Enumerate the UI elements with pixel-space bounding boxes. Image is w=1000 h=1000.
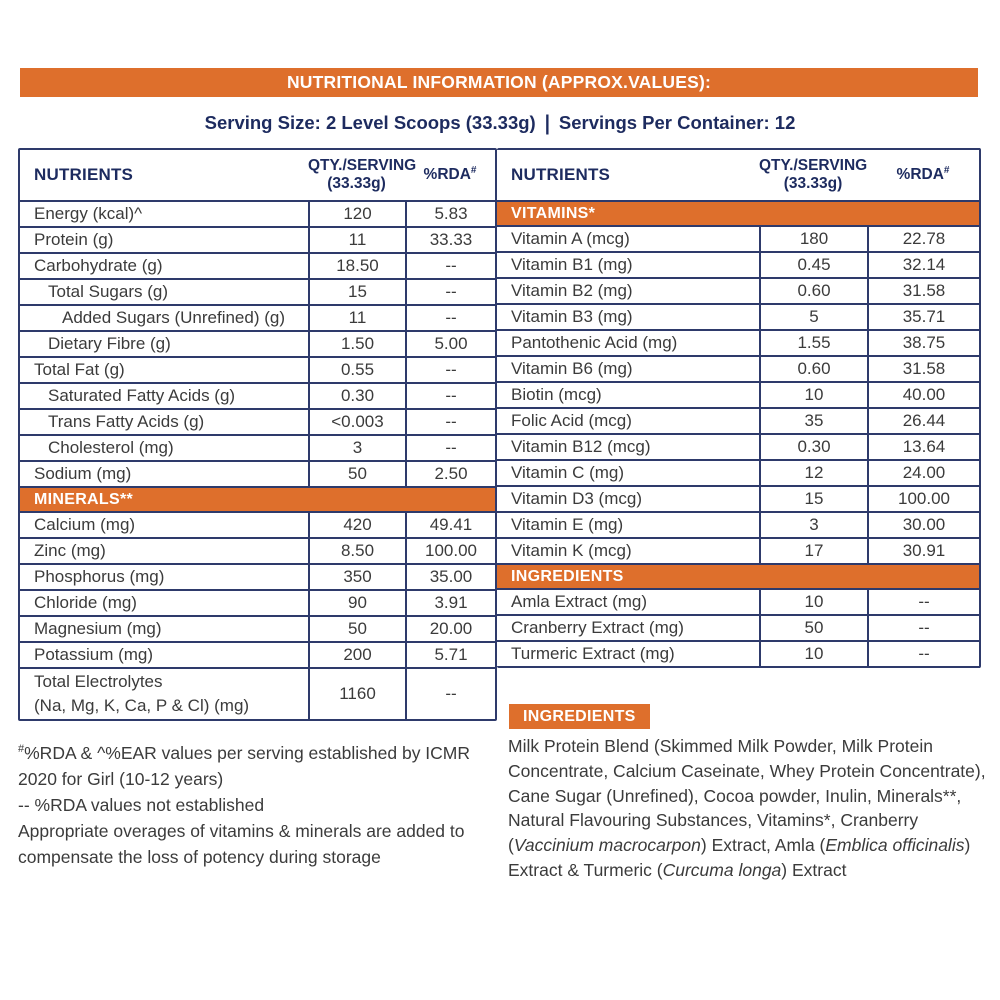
rda-cell: 30.00 xyxy=(867,513,979,537)
rda-cell: 35.00 xyxy=(405,565,495,589)
header-nutrients: NUTRIENTS xyxy=(34,165,134,184)
qty-cell: 420 xyxy=(308,513,405,537)
nutrient-name-cell xyxy=(497,616,759,640)
table-row xyxy=(497,433,979,459)
qty-cell: 11 xyxy=(308,306,405,330)
table-row xyxy=(20,615,495,641)
qty-cell: 11 xyxy=(308,228,405,252)
ingredients-text: ) Extract, Amla ( xyxy=(700,835,826,856)
header-qty-line2: (33.33g) xyxy=(783,175,843,192)
nutrient-name: Trans Fatty Acids (g) xyxy=(48,412,205,431)
nutrient-name-cell xyxy=(20,410,308,434)
rda-cell: 100.00 xyxy=(867,487,979,511)
table-row xyxy=(497,537,979,563)
right-nutrients-table xyxy=(497,148,981,668)
nutrient-name-cell xyxy=(497,435,759,459)
qty-cell: 3 xyxy=(759,513,867,537)
footnote-rda-ear xyxy=(18,740,486,792)
ingredients-paragraph xyxy=(508,734,989,883)
nutrient-name: Turmeric Extract (mg) xyxy=(511,644,675,663)
left-nutrients-table xyxy=(18,148,497,721)
nutrient-name-cell xyxy=(20,358,308,382)
table-row xyxy=(20,304,495,330)
nutrient-name-cell xyxy=(20,539,308,563)
qty-cell: 8.50 xyxy=(308,539,405,563)
nutrient-name-cell xyxy=(497,253,759,277)
rda-cell: 40.00 xyxy=(867,383,979,407)
botanical-name: Vaccinium macrocarpon xyxy=(513,835,701,856)
table-row xyxy=(497,511,979,537)
nutrient-name: Zinc (mg) xyxy=(34,541,106,560)
servings-per-container-text: Servings Per Container: 12 xyxy=(558,112,796,133)
nutrient-name-cell xyxy=(497,279,759,303)
footnotes xyxy=(18,740,486,870)
qty-cell: 350 xyxy=(308,565,405,589)
section-banner-label: MINERALS** xyxy=(34,490,134,508)
table-row xyxy=(20,382,495,408)
table-row xyxy=(497,329,979,355)
table-row xyxy=(20,408,495,434)
qty-cell: 18.50 xyxy=(308,254,405,278)
nutrient-name-cell xyxy=(497,461,759,485)
qty-cell: 50 xyxy=(308,462,405,486)
rda-cell: 5.00 xyxy=(405,332,495,356)
nutrient-name-cell xyxy=(20,254,308,278)
footnote-sup-hash: # xyxy=(18,743,25,756)
nutrient-name-cell xyxy=(497,513,759,537)
footnote-rda-ear-text: %RDA & ^%EAR values per serving established by ICMR 2020 for Girl (10-12 years) xyxy=(18,743,471,789)
qty-cell: 5 xyxy=(759,305,867,329)
nutrient-name: Vitamin C (mg) xyxy=(511,463,625,482)
qty-cell: 0.30 xyxy=(308,384,405,408)
nutrient-name-cell xyxy=(20,513,308,537)
left-table-header xyxy=(20,150,495,200)
nutrient-name: Potassium (mg) xyxy=(34,645,154,664)
nutrient-name-cell xyxy=(20,591,308,615)
header-rda-label: %RDA xyxy=(896,166,944,183)
qty-cell: 12 xyxy=(759,461,867,485)
table-row xyxy=(20,330,495,356)
qty-cell: 0.30 xyxy=(759,435,867,459)
nutrient-name: Biotin (mcg) xyxy=(511,385,602,404)
qty-cell: 1.55 xyxy=(759,331,867,355)
nutrient-name-cell xyxy=(497,539,759,563)
qty-cell: 35 xyxy=(759,409,867,433)
rda-cell: 38.75 xyxy=(867,331,979,355)
rda-cell: -- xyxy=(405,436,495,460)
rda-cell: 13.64 xyxy=(867,435,979,459)
section-banner-label: VITAMINS* xyxy=(511,204,596,222)
table-row xyxy=(497,640,979,666)
header-qty-line1: QTY./SERVING xyxy=(759,157,868,175)
nutrient-name: Vitamin E (mg) xyxy=(511,515,624,534)
nutrient-name-cell xyxy=(20,669,308,719)
nutrient-name: Sodium (mg) xyxy=(34,464,132,483)
qty-cell: 50 xyxy=(308,617,405,641)
table-row xyxy=(497,225,979,251)
rda-cell: -- xyxy=(867,590,979,614)
qty-cell: 180 xyxy=(759,227,867,251)
serving-info xyxy=(0,112,1000,134)
table-row xyxy=(20,434,495,460)
rda-cell: -- xyxy=(405,358,495,382)
qty-cell: 90 xyxy=(308,591,405,615)
table-row xyxy=(497,485,979,511)
footnote-overages: Appropriate overages of vitamins & minerals are added to compensate the loss of potency during storage xyxy=(18,821,465,867)
rda-cell: 5.83 xyxy=(405,202,495,226)
nutrient-name: Carbohydrate (g) xyxy=(34,256,163,275)
table-row xyxy=(20,356,495,382)
rda-cell: -- xyxy=(405,669,495,719)
qty-cell: 0.60 xyxy=(759,279,867,303)
nutrient-name: Vitamin B3 (mg) xyxy=(511,307,633,326)
qty-cell: 120 xyxy=(308,202,405,226)
rda-cell: 33.33 xyxy=(405,228,495,252)
right-table-rows xyxy=(497,200,979,666)
qty-cell: 3 xyxy=(308,436,405,460)
nutrient-name-cell xyxy=(497,305,759,329)
table-row xyxy=(20,278,495,304)
section-banner xyxy=(20,486,495,511)
ingredients-text: ) Extract xyxy=(781,859,847,880)
rda-cell: 31.58 xyxy=(867,279,979,303)
botanical-name: Curcuma longa xyxy=(662,859,782,880)
nutrient-name: Vitamin D3 (mcg) xyxy=(511,489,642,508)
ingredients-badge xyxy=(509,704,650,729)
rda-cell: -- xyxy=(405,306,495,330)
rda-cell: 26.44 xyxy=(867,409,979,433)
qty-cell: 1.50 xyxy=(308,332,405,356)
nutrient-name: Dietary Fibre (g) xyxy=(48,334,171,353)
nutrient-name: Protein (g) xyxy=(34,230,114,249)
qty-cell: 10 xyxy=(759,642,867,666)
nutrient-name-cell xyxy=(20,332,308,356)
table-row xyxy=(497,355,979,381)
nutrient-name: Amla Extract (mg) xyxy=(511,592,648,611)
qty-cell: 50 xyxy=(759,616,867,640)
qty-cell: 10 xyxy=(759,383,867,407)
ingredients-text: Milk Protein Blend (Skimmed Milk Powder, Milk Protein Concentrate, Calcium Caseinate, Whey Protein Concentrate), Cane Sugar (Unrefined), Cocoa powder, Inulin, Minerals**, Natural Flavouring Substances, Vitamins*, Cranberry ( xyxy=(508,736,986,856)
rda-cell: 32.14 xyxy=(867,253,979,277)
header-nutrients: NUTRIENTS xyxy=(511,165,611,184)
qty-cell: 200 xyxy=(308,643,405,667)
header-qty-line1: QTY./SERVING xyxy=(308,157,417,175)
header-qty-line2: (33.33g) xyxy=(327,175,386,192)
table-row xyxy=(20,252,495,278)
rda-cell: 3.91 xyxy=(405,591,495,615)
rda-cell: 24.00 xyxy=(867,461,979,485)
nutrient-name: Added Sugars (Unrefined) (g) xyxy=(62,308,286,327)
nutrient-name-cell xyxy=(20,462,308,486)
header-rda-sup: # xyxy=(470,164,477,176)
page-title: NUTRITIONAL INFORMATION (APPROX.VALUES): xyxy=(286,72,712,92)
nutrient-name: Total Fat (g) xyxy=(34,360,125,379)
header-rda-sup: # xyxy=(943,164,950,176)
nutrient-name: Phosphorus (mg) xyxy=(34,567,165,586)
section-banner-label: INGREDIENTS xyxy=(511,567,624,585)
qty-cell: 1160 xyxy=(308,669,405,719)
header-rda xyxy=(405,166,495,184)
header-rda-label: %RDA xyxy=(423,166,471,183)
qty-cell: <0.003 xyxy=(308,410,405,434)
nutrient-name: Folic Acid (mcg) xyxy=(511,411,632,430)
nutrient-name: Vitamin K (mcg) xyxy=(511,541,632,560)
footnote-rda-not-established: -- %RDA values not established xyxy=(18,795,265,815)
table-row xyxy=(497,614,979,640)
nutrient-name-cell xyxy=(497,409,759,433)
rda-cell: 31.58 xyxy=(867,357,979,381)
ingredients-text: ) Extract & Turmeric ( xyxy=(508,835,971,880)
left-table-rows xyxy=(20,200,495,719)
rda-cell: -- xyxy=(405,384,495,408)
table-row xyxy=(20,667,495,719)
nutrient-name: Vitamin B2 (mg) xyxy=(511,281,633,300)
nutrient-name: Cranberry Extract (mg) xyxy=(511,618,684,637)
rda-cell: 22.78 xyxy=(867,227,979,251)
table-row xyxy=(497,381,979,407)
nutrient-name: Pantothenic Acid (mg) xyxy=(511,333,678,352)
table-row xyxy=(20,200,495,226)
ingredients-badge-label: INGREDIENTS xyxy=(523,707,636,725)
table-row xyxy=(497,251,979,277)
nutrient-name-cell xyxy=(20,384,308,408)
nutrient-name: Cholesterol (mg) xyxy=(48,438,174,457)
nutrient-name-cell xyxy=(20,617,308,641)
table-row xyxy=(497,407,979,433)
rda-cell: -- xyxy=(405,280,495,304)
section-banner xyxy=(497,200,979,225)
rda-cell: 49.41 xyxy=(405,513,495,537)
nutrient-name: Vitamin B6 (mg) xyxy=(511,359,633,378)
botanical-name: Emblica officinalis xyxy=(825,835,965,856)
rda-cell: 35.71 xyxy=(867,305,979,329)
rda-cell: 20.00 xyxy=(405,617,495,641)
rda-cell: -- xyxy=(405,410,495,434)
table-row xyxy=(497,277,979,303)
header-rda xyxy=(867,166,979,184)
qty-cell: 0.60 xyxy=(759,357,867,381)
nutrient-name: Magnesium (mg) xyxy=(34,619,162,638)
right-table-header xyxy=(497,150,979,200)
rda-cell: 100.00 xyxy=(405,539,495,563)
table-row xyxy=(20,641,495,667)
table-row xyxy=(20,563,495,589)
nutrient-name-cell xyxy=(497,590,759,614)
qty-cell: 0.45 xyxy=(759,253,867,277)
table-row xyxy=(20,511,495,537)
nutrition-tables xyxy=(18,148,981,721)
separator-bar: | xyxy=(544,110,550,135)
nutrient-name: Vitamin B12 (mcg) xyxy=(511,437,651,456)
nutrient-name: Vitamin A (mcg) xyxy=(511,229,630,248)
nutrient-name-cell xyxy=(20,280,308,304)
table-row xyxy=(497,303,979,329)
nutrient-name: Calcium (mg) xyxy=(34,515,136,534)
nutrient-name: Vitamin B1 (mg) xyxy=(511,255,633,274)
header-qty-serving xyxy=(308,157,417,193)
nutrient-name: Total Sugars (g) xyxy=(48,282,168,301)
nutrient-name: Energy (kcal)^ xyxy=(34,204,143,223)
rda-cell: 5.71 xyxy=(405,643,495,667)
nutrient-name-cell xyxy=(20,565,308,589)
rda-cell: -- xyxy=(405,254,495,278)
nutrient-name-cell xyxy=(497,357,759,381)
nutrient-name-cell xyxy=(20,643,308,667)
table-row xyxy=(497,588,979,614)
nutrient-name: Chloride (mg) xyxy=(34,593,137,612)
table-row xyxy=(20,537,495,563)
nutrient-name-line2: (Na, Mg, K, Ca, P & Cl) (mg) xyxy=(34,696,250,715)
qty-cell: 15 xyxy=(308,280,405,304)
nutrient-name-cell xyxy=(20,228,308,252)
table-row xyxy=(20,460,495,486)
qty-cell: 10 xyxy=(759,590,867,614)
nutrient-name-cell xyxy=(497,227,759,251)
table-row xyxy=(20,226,495,252)
header-qty-serving xyxy=(759,157,867,193)
section-banner xyxy=(497,563,979,588)
nutrient-name-cell xyxy=(497,642,759,666)
title-banner xyxy=(20,68,978,97)
nutrient-name-cell xyxy=(20,306,308,330)
table-row xyxy=(497,459,979,485)
serving-size-text: Serving Size: 2 Level Scoops (33.33g) xyxy=(204,112,536,133)
qty-cell: 15 xyxy=(759,487,867,511)
rda-cell: -- xyxy=(867,616,979,640)
nutrient-name: Total Electrolytes xyxy=(34,672,163,691)
qty-cell: 17 xyxy=(759,539,867,563)
rda-cell: 2.50 xyxy=(405,462,495,486)
rda-cell: -- xyxy=(867,642,979,666)
nutrient-name-cell xyxy=(20,202,308,226)
nutrient-name: Saturated Fatty Acids (g) xyxy=(48,386,236,405)
nutrient-name-cell xyxy=(497,487,759,511)
rda-cell: 30.91 xyxy=(867,539,979,563)
nutrient-name-cell xyxy=(497,331,759,355)
qty-cell: 0.55 xyxy=(308,358,405,382)
nutrient-name-cell xyxy=(497,383,759,407)
table-row xyxy=(20,589,495,615)
nutrient-name-cell xyxy=(20,436,308,460)
